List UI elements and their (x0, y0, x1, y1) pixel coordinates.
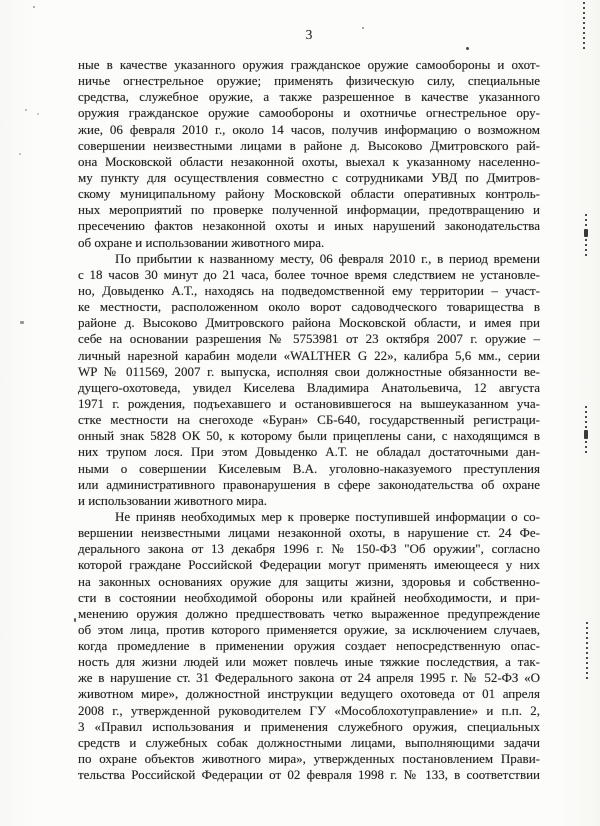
text-line: ность для жизни людей или может повлечь иные тяжкие последствия, а так- (78, 654, 540, 670)
scan-speck (37, 113, 39, 115)
text-line: но, Довыденко А.Т., находясь на подведомственной ему территории – участ- (78, 282, 540, 298)
text-line: с 18 часов 30 минут до 21 часа, более точное время следствием не установле- (78, 266, 540, 282)
text-line: животном мире», должностной инструкции ведущего охотоведа от 01 апреля (78, 686, 540, 702)
scan-speck (466, 47, 469, 50)
text-line: средств и служебных собак должностными лицами, выполняющими задачи (78, 734, 540, 750)
text-line: по охране объектов животного мира», утвержденных постановлением Прави- (78, 751, 540, 767)
text-line: которой граждане Российской Федерации могут применять имеющееся у них (78, 557, 540, 573)
scan-speck (74, 618, 76, 622)
text-line: вершении неизвестными лицами незаконной охоты, в нарушение ст. 24 Фе- (78, 525, 540, 541)
text-line: 2008 г., утвержденной руководителем ГУ «Мособлохотуправление» и п.п. 2, (78, 702, 540, 718)
text-line: ными о совершении Киселевым В.А. уголовно-наказуемого преступления (78, 460, 540, 476)
text-line: средства, служебное оружие, а также разрешенное в качестве указанного (78, 89, 540, 105)
document-body (78, 57, 540, 783)
text-line: сти в состоянии необходимой обороны или крайней необходимости, и при- (78, 589, 540, 605)
text-line: и использовании животного мира. (78, 492, 267, 508)
text-line: об охране и использовании животного мира. (78, 234, 325, 250)
text-line: районе д. Высоково Дмитровского района Московской области, и имея при (78, 315, 540, 331)
text-line: тельства Российской Федерации от 02 февраля 1998 г. № 133, в соответствии (78, 767, 540, 783)
text-line: же в нарушение ст. 31 Федерального закона от 24 апреля 1995 г. № 52-ФЗ «О (78, 670, 540, 686)
text-line: жие, 06 февраля 2010 г., около 14 часов, получив информацию о возможном (78, 121, 540, 137)
text-line: или административного правонарушения в сфере законодательства об охране (78, 476, 540, 492)
text-line: 1971 г. рождения, подъехавшего и остановившегося на вышеуказанном уча- (78, 395, 540, 411)
text-line: стке местности на снегоходе «Буран» СБ-640, государственный регистраци- (78, 412, 540, 428)
text-line: ных мероприятий по проверке полученной информации, предотвращению и (78, 202, 540, 218)
scan-edge-artifact (583, 2, 585, 50)
scan-edge-artifact (584, 430, 588, 439)
text-line: них трупом лося. При этом Довыденко А.Т. не обладал достаточными дан- (78, 444, 540, 460)
scan-edge-artifact (584, 229, 588, 237)
text-line: онный знак 5828 ОК 50, к которому были прицеплены сани, с находящимся в (78, 428, 540, 444)
scan-edge-artifact (586, 622, 588, 682)
scan-speck (20, 321, 24, 324)
text-line: пресечению фактов незаконной охоты и иных нарушений законодательства (78, 218, 540, 234)
text-line: совершении неизвестными лицами в районе д. Высоково Дмитровского рай- (78, 137, 540, 153)
text-line: скому муниципальному району Московской области оперативных контроль- (78, 186, 540, 202)
scan-speck (25, 109, 27, 111)
text-line: ничье огнестрельное оружие; применять физическую силу, специальные (78, 73, 540, 89)
page-number: 3 (305, 27, 313, 42)
scan-speck (33, 6, 35, 8)
text-line: дерального закона от 13 декабря 1996 г. № 150-ФЗ "Об оружии", согласно (78, 541, 540, 557)
paragraph-2 (78, 251, 540, 509)
scan-speck (19, 153, 21, 155)
text-line: ке местности, расположенном около ворот садоводческого товарищества в (78, 299, 540, 315)
text-line: она Московской области незаконной охоты, выехал к указанному населенно- (78, 153, 540, 169)
text-line: ные в качестве указанного оружия гражданское оружие самообороны и охот- (78, 57, 540, 72)
text-line: оружия гражданское оружие самообороны и охотничье огнестрельное ору- (78, 105, 540, 121)
text-line: 3 «Правил использования и применения служебного оружия, специальных (78, 718, 540, 734)
paragraph-3 (78, 509, 540, 783)
text-line: об этом лица, против которого применяется оружие, за исключением случаев, (78, 621, 540, 637)
text-line: себе на основании разрешения № 5753981 от 23 октября 2007 г. оружие – (78, 331, 540, 347)
text-line: дущего-охотоведа, увидел Киселева Владимира Анатольевича, 12 августа (78, 379, 540, 395)
text-line: Не приняв необходимых мер к проверке поступившей информации о со- (115, 508, 540, 524)
text-line: му пункту для осуществления совместно с сотрудниками УВД по Дмитров- (78, 169, 540, 185)
text-line: По прибытии к названному месту, 06 февраля 2010 г., в период времени (115, 250, 540, 266)
text-line: WP № 011569, 2007 г. выпуска, исполняя свои должностные обязанности ве- (78, 363, 540, 379)
text-line: когда промедление в применении оружия создает непосредственную опас- (78, 638, 540, 654)
text-line: на законных основаниях оружие для защиты жизни, здоровья и собственно- (78, 573, 540, 589)
text-line: менению оружия должно предшествовать четко выраженное предупреждение (78, 605, 540, 621)
paragraph-1 (78, 57, 540, 251)
scan-speck (362, 27, 364, 29)
text-line: личный нарезной карабин модели «WALTHER G 22», калибра 5,6 мм., серии (78, 347, 540, 363)
